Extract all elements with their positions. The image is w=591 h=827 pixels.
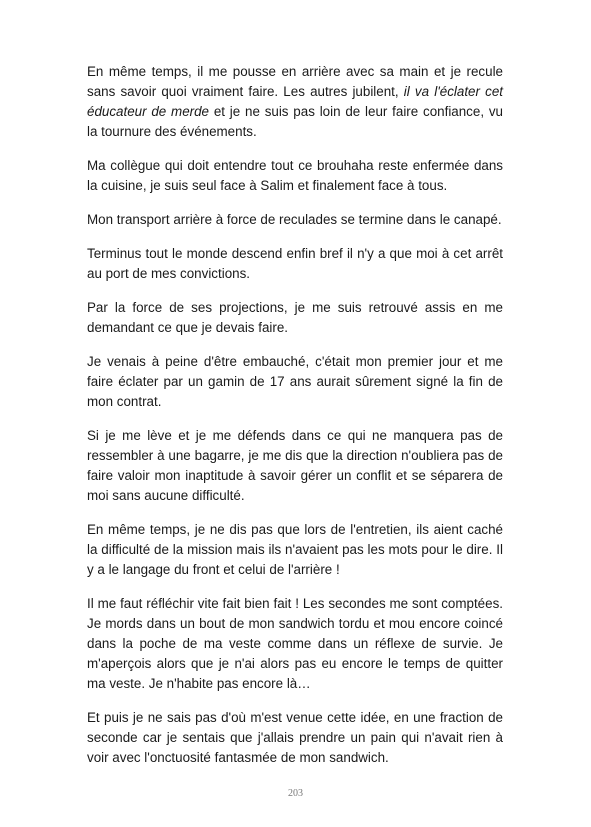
- paragraph-8: [87, 520, 503, 580]
- paragraph-5: [87, 298, 503, 338]
- paragraph-6-text: Je venais à peine d'être embauché, c'était mon premier jour et me faire éclater par un gamin de 17 ans aurait sûrement signé la fin de mon contrat.: [87, 354, 503, 409]
- paragraph-2: [87, 156, 503, 196]
- paragraph-1-text: En même temps, il me pousse en arrière avec sa main et je recule sans savoir quoi vraiment faire. Les autres jubilent,: [87, 64, 503, 99]
- paragraph-3-text: Mon transport arrière à force de reculades se termine dans le canapé.: [87, 212, 502, 227]
- body-text: [87, 62, 503, 782]
- paragraph-1-text-end: et je ne suis pas loin de leur faire confiance, vu la tournure des événements.: [87, 104, 503, 139]
- paragraph-1-italic-text: il va l'éclater cet éducateur de merde: [87, 84, 503, 119]
- paragraph-2-text: Ma collègue qui doit entendre tout ce brouhaha reste enfermée dans la cuisine, je suis seul face à Salim et finalement face à tous.: [87, 158, 503, 193]
- paragraph-9: [87, 594, 503, 694]
- paragraph-8-text: En même temps, je ne dis pas que lors de l'entretien, ils aient caché la difficulté de la mission mais ils n'avaient pas les mots pour le dire. Il y a le langage du front et celui de l'arrière !: [87, 522, 503, 577]
- paragraph-4: [87, 244, 503, 284]
- paragraph-4-text: Terminus tout le monde descend enfin bref il n'y a que moi à cet arrêt au port de mes convictions.: [87, 246, 503, 281]
- paragraph-7: [87, 426, 503, 506]
- paragraph-10: [87, 708, 503, 768]
- paragraph-6: [87, 352, 503, 412]
- page-number: 203: [288, 788, 303, 799]
- paragraph-3: [87, 210, 503, 230]
- paragraph-10-text: Et puis je ne sais pas d'où m'est venue cette idée, en une fraction de seconde car je sentais que j'allais prendre un pain qui n'avait rien à voir avec l'onctuosité fantasmée de mon sandwich.: [87, 710, 503, 765]
- paragraph-5-text: Par la force de ses projections, je me suis retrouvé assis en me demandant ce que je devais faire.: [87, 300, 503, 335]
- paragraph-1: [87, 62, 503, 142]
- paragraph-7-text: Si je me lève et je me défends dans ce qui ne manquera pas de ressembler à une bagarre, je me dis que la direction n'oubliera pas de faire valoir mon inaptitude à savoir gérer un conflit et se séparera de moi sans aucune difficulté.: [87, 428, 503, 503]
- paragraph-9-text: Il me faut réfléchir vite fait bien fait ! Les secondes me sont comptées. Je mords dans un bout de mon sandwich tordu et mou encore coincé dans la poche de ma veste comme dans un réflexe de survie. Je m'aperçois alors que je n'ai alors pas eu encore le temps de quitter ma veste. Je n'habite pas encore là…: [87, 596, 503, 691]
